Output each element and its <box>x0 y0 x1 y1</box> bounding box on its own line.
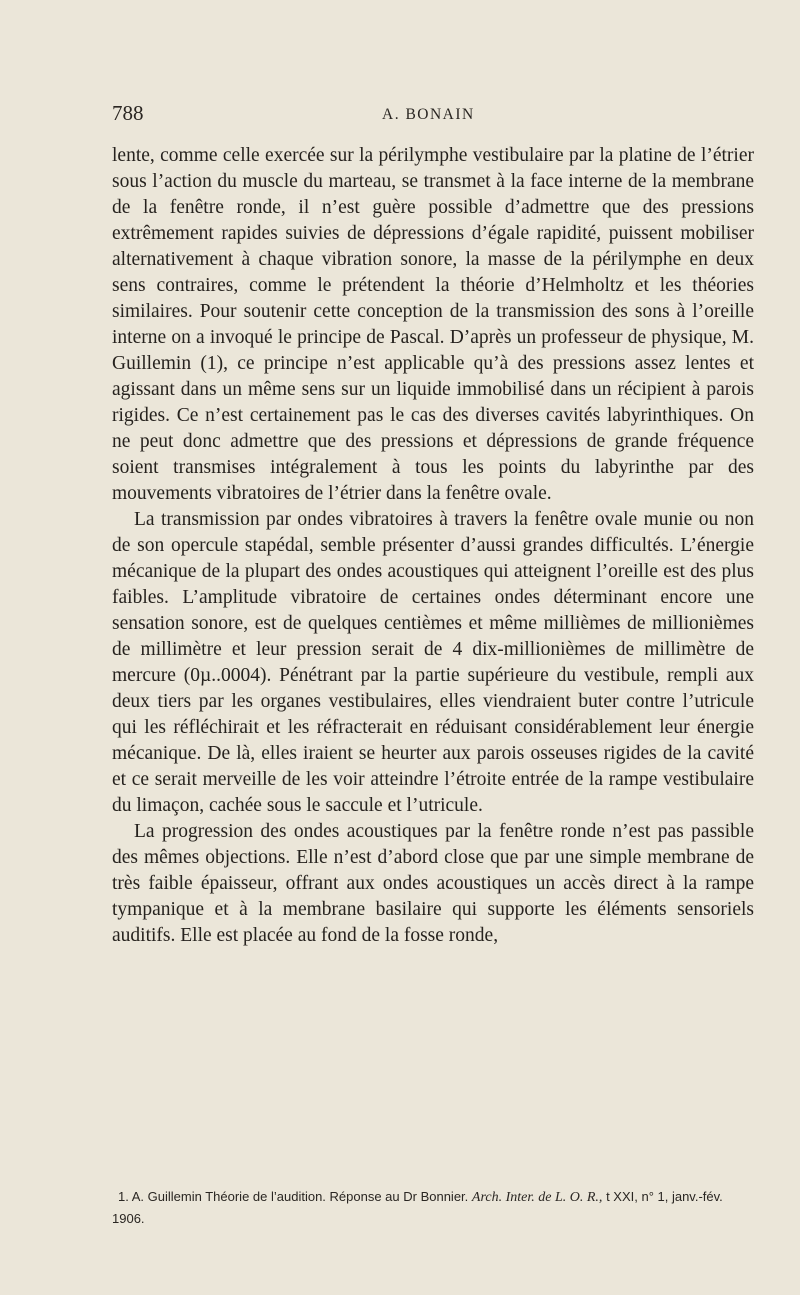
paragraph-3: La progression des ondes acoustiques par la fenêtre ronde n’est pas passible des mêmes objections. Elle n’est d’abord close que par une simple membrane de très faible épaisseur, offrant aux ondes acoustiques un accès direct à la rampe tympanique et à la membrane basilaire qui supporte les éléments sensoriels auditifs. Elle est placée au fond de la fosse ronde, <box>112 821 754 946</box>
page-header <box>112 100 754 130</box>
paragraph-1: lente, comme celle exercée sur la périlymphe vestibulaire par la platine de l’étrier sous l’action du muscle du marteau, se transmet à la face interne de la membrane de la fenêtre ronde, il n’est guère possible d’admettre que des pressions extrêmement rapides suivies de dépressions d’égale rapidité, puissent mobiliser alternativement à chaque vibration sonore, la masse de la périlymphe en deux sens contraires, comme le prétendent la théorie d’Helmholtz et les théories similaires. Pour soutenir cette conception de la transmission des sons à l’oreille interne on a invoqué le principe de Pascal. D’après un professeur de physique, M. Guillemin (1), ce principe n’est applicable qu’à des pressions assez lentes et agissant dans un même sens sur un liquide immobilisé dans un récipient à parois rigides. Ce n’est certainement pas le cas des diverses cavités labyrinthiques. On ne peut donc admettre que des pressions et dépressions de grande fréquence soient transmises intégralement à tous les points du labyrinthe par des mouvements vibratoires de l’étrier dans la fenêtre ovale. <box>112 145 754 504</box>
footnote <box>112 1186 754 1229</box>
footnote-author: A. Guillemin <box>131 1189 202 1204</box>
running-head: A. BONAIN <box>382 106 475 123</box>
footnote-journal: Arch. Inter. de L. O. R., <box>471 1190 603 1205</box>
paragraph-2: La transmission par ondes vibratoires à travers la fenêtre ovale munie ou non de son opercule stapédal, semble présenter d’aussi grandes difficultés. L’énergie mécanique de la plupart des ondes acoustiques qui atteignent l’oreille est des plus faibles. L’amplitude vibratoire de certaines ondes déterminant encore une sensation sonore, est de quelques centièmes et même millièmes de millionièmes de millimètre et leur pression serait de 4 dix-millionièmes de millimètre de mercure (0µ..0004). Pénétrant par la partie supérieure du vestibule, rempli aux deux tiers par les organes vestibulaires, elles viendraient buter contre l’utricule qui les réfléchirait et les réfracterait en réduisant considérablement leur énergie mécanique. De là, elles iraient se heurter aux parois osseuses rigides de la cavité et ce serait merveille de les voir atteindre l’étroite entrée de la rampe vestibulaire du limaçon, cachée sous le saccule et l’utricule. <box>112 509 754 816</box>
body-text <box>112 143 754 949</box>
footnote-details: t XXI, n° 1, janv.-fév. 1906. <box>112 1189 723 1226</box>
footnote-title: Théorie de l’audition. Réponse au Dr Bonnier. <box>205 1189 469 1204</box>
footnote-line-1 <box>112 1186 754 1229</box>
footnote-number: 1. <box>118 1189 129 1204</box>
page-number: 788 <box>112 101 144 125</box>
